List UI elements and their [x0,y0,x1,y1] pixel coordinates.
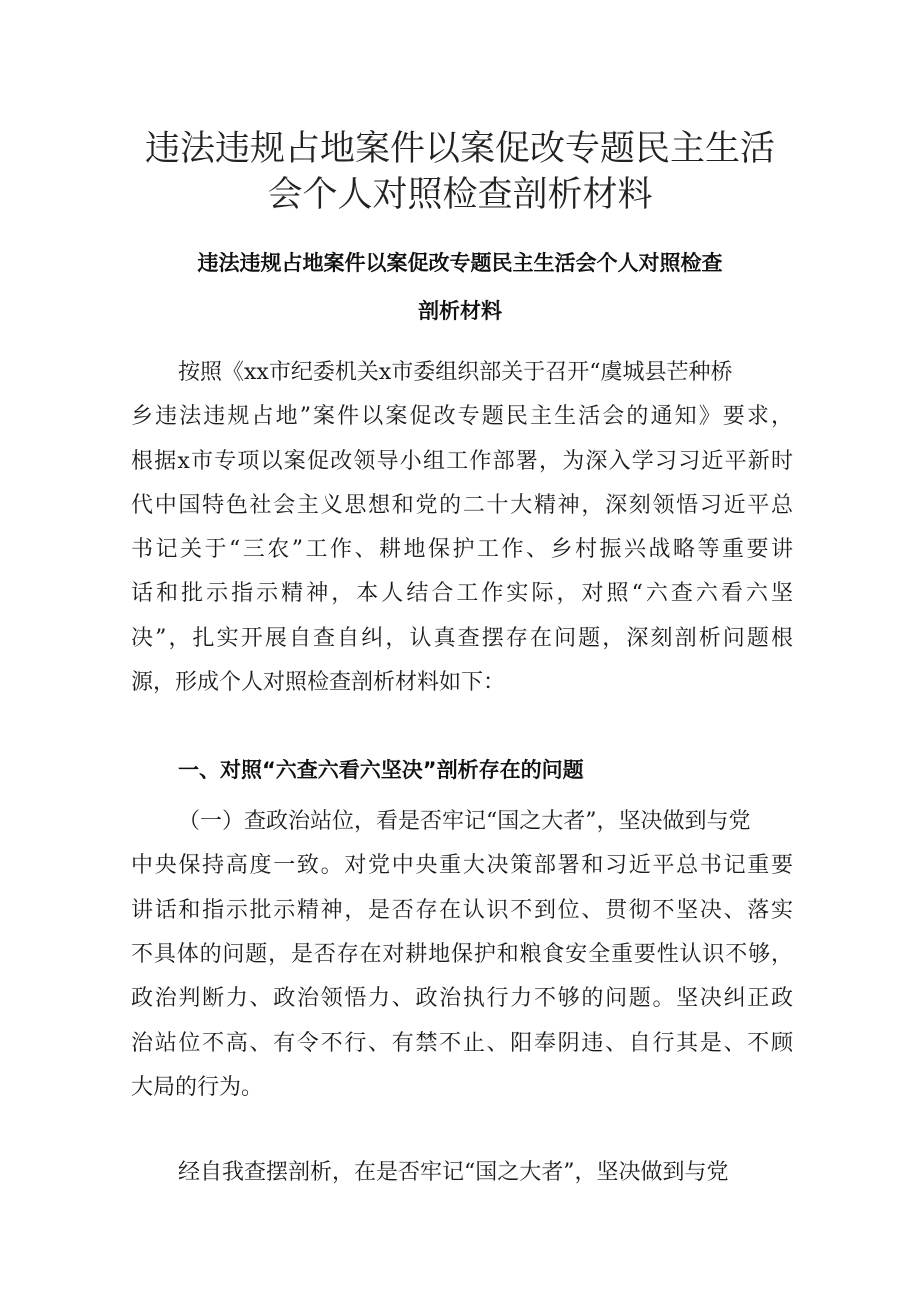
intro-line: 根据x市专项以案促改领导小组工作部署，为深入学习习近平新时 [131,449,793,474]
document-subtitle-line-2: 剖析材料 [418,299,502,323]
intro-line: 话和批示指示精神，本人结合工作实际，对照“六查六看六坚 [131,581,793,606]
item-1-line: 不具体的问题，是否存在对耕地保护和粮食安全重要性认识不够， [131,942,793,967]
document-subtitle-line-1: 违法违规占地案件以案促改专题民主生活会个人对照检查 [197,251,723,275]
item-1-line: 政治判断力、政治领悟力、政治执行力不够的问题。坚决纠正政 [131,986,793,1011]
intro-line: 书记关于“三农”工作、耕地保护工作、乡村振兴战略等重要讲 [131,537,793,562]
item-1-line: 大局的行为。 [131,1075,264,1100]
item-1-line: 讲话和指示批示精神，是否存在认识不到位、贯彻不坚决、落实 [131,898,793,923]
intro-line: 乡违法违规占地”案件以案促改专题民主生活会的通知》要求， [131,404,793,429]
section-heading: 一、对照“六查六看六坚决”剖析存在的问题 [178,758,584,782]
item-1-line: 中央保持高度一致。对党中央重大决策部署和习近平总书记重要 [131,853,793,878]
item-1-line: 治站位不高、有令不行、有禁不止、阳奉阴违、自行其是、不顾 [131,1031,793,1056]
item-2-line: 经自我查摆剖析，在是否牢记“国之大者”，坚决做到与党 [178,1160,729,1185]
document-title-line-1: 违法违规占地案件以案促改专题民主生活 [144,129,775,169]
intro-line: 源，形成个人对照检查剖析材料如下： [131,670,506,695]
intro-line: 代中国特色社会主义思想和党的二十大精神，深刻领悟习近平总 [131,493,793,518]
intro-line: 决”，扎实开展自查自纠，认真查摆存在问题，深刻剖析问题根 [131,626,793,651]
intro-line: 按照《xx市纪委机关x市委组织部关于召开“虞城县芒种桥 [178,360,733,385]
document-title-line-2: 会个人对照检查剖析材料 [267,175,653,215]
item-1-line: （一）查政治站位，看是否牢记“国之大者”，坚决做到与党 [178,809,751,834]
